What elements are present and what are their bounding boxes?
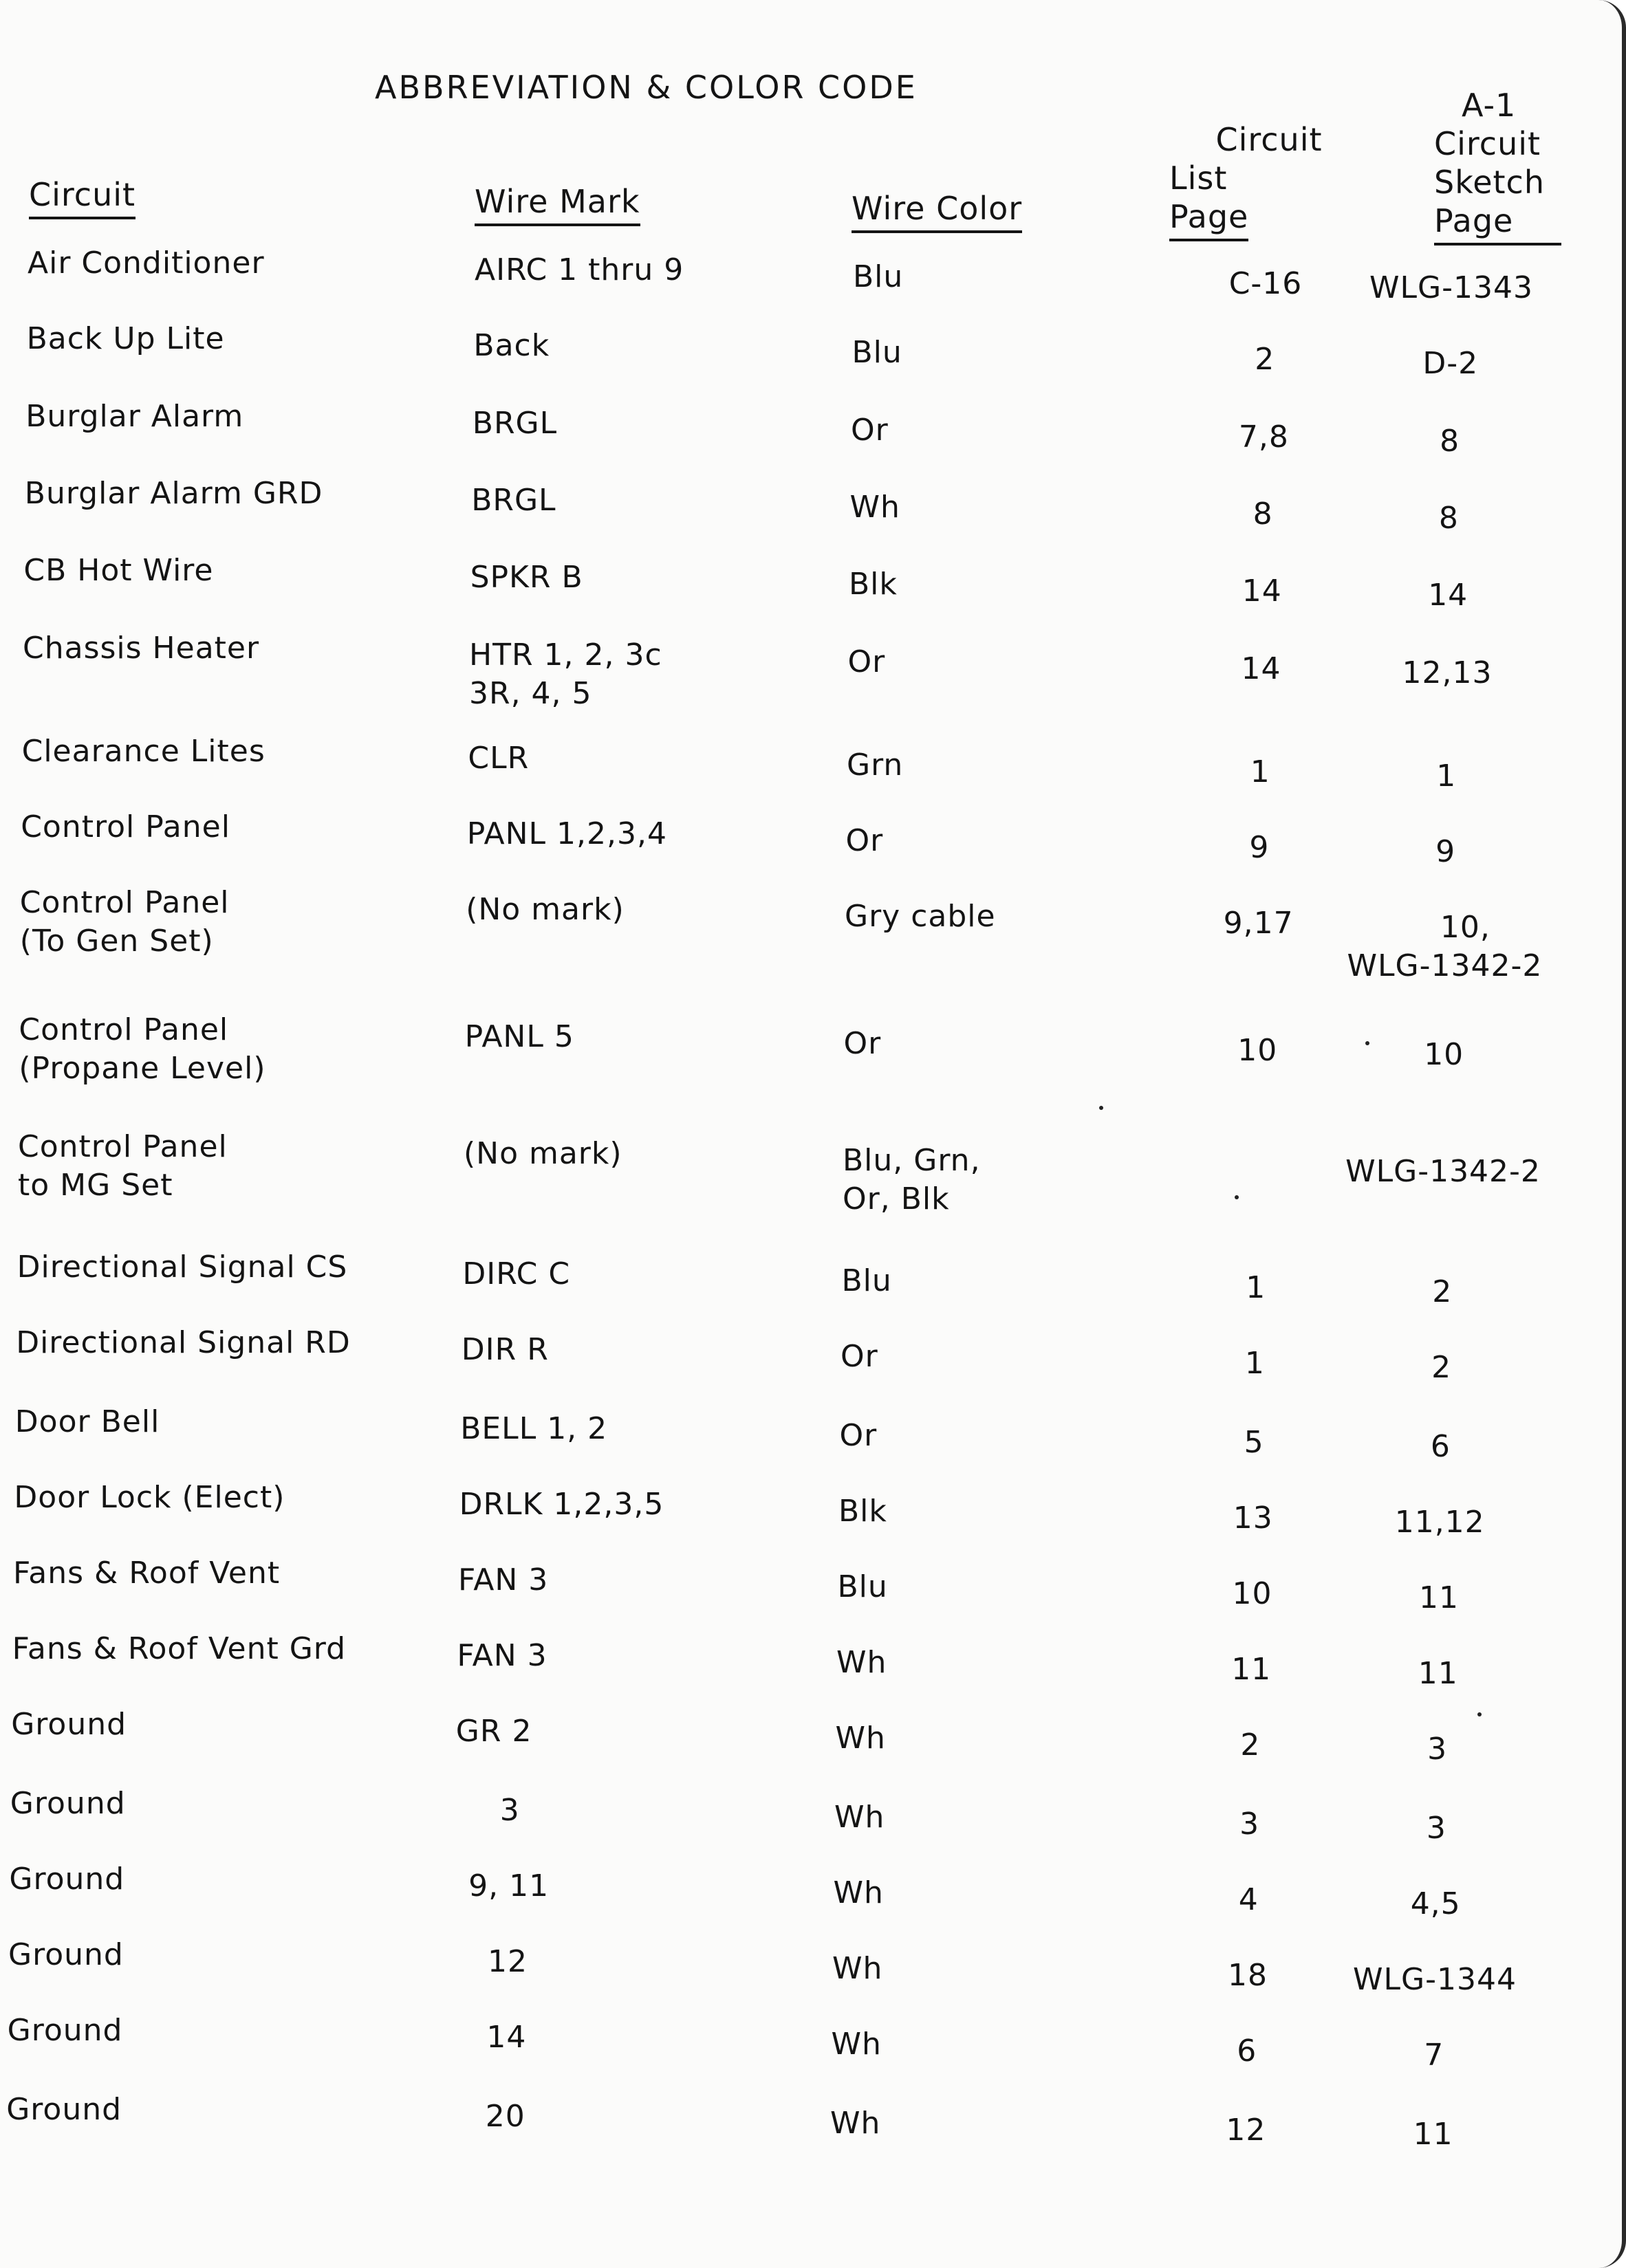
circuit-cell: Door Bell: [14, 1404, 160, 1439]
scan-speck: [1477, 1712, 1482, 1716]
circuit-list-page-cell: 8: [1253, 497, 1273, 532]
sketch-page-cell: 11,12: [1394, 1505, 1485, 1540]
circuit-cell: Directional Signal RD: [16, 1325, 351, 1360]
circuit-cell: Control Panel: [18, 1129, 228, 1164]
wire-mark-cell: AIRC 1 thru 9: [475, 252, 684, 287]
scan-speck: [1365, 1041, 1369, 1045]
sketch-page-cell: 10: [1424, 1037, 1464, 1072]
wire-mark-cell: BRGL: [472, 406, 558, 441]
header-sketch-page-line-4: Page: [1434, 201, 1561, 246]
header-circuit: Circuit: [29, 175, 136, 219]
wire-color-cell: Or: [845, 823, 884, 858]
wire-mark-cell: PANL 1,2,3,4: [466, 816, 667, 851]
wire-color-cell: Grn: [847, 748, 904, 783]
circuit-list-page-cell: 2: [1255, 342, 1275, 377]
wire-mark-cell: GR 2: [455, 1714, 532, 1749]
wire-mark-cell: DIR R: [461, 1332, 549, 1367]
circuit-list-page-cell: 6: [1237, 2033, 1257, 2069]
wire-color-cell: Wh: [836, 1645, 887, 1680]
wire-mark-cell: 12: [488, 1944, 528, 1979]
header-sketch-page-line-3: Sketch: [1434, 164, 1545, 201]
sketch-page-cell: 8: [1440, 424, 1460, 459]
circuit-cell: Fans & Roof Vent Grd: [12, 1631, 347, 1666]
header-wire-mark: Wire Mark: [475, 182, 640, 226]
circuit-cell: CB Hot Wire: [23, 553, 214, 588]
circuit-cell: Chassis Heater: [23, 631, 260, 666]
wire-color-cell: Or: [851, 413, 889, 448]
wire-mark-cell: PANL 5: [464, 1019, 574, 1054]
circuit-cell: Ground: [7, 2013, 123, 2048]
sketch-page-cell: WLG-1344: [1353, 1962, 1517, 1997]
circuit-cell: Burglar Alarm GRD: [24, 476, 323, 511]
circuit-cell: Back Up Lite: [26, 321, 225, 356]
wire-color-cell: Or, Blk: [843, 1181, 950, 1217]
sketch-page-cell: 14: [1428, 578, 1468, 613]
circuit-list-page-cell: 10: [1237, 1033, 1278, 1068]
wire-color-cell: Blu, Grn,: [843, 1143, 981, 1178]
circuit-cell: Ground: [10, 1786, 126, 1821]
sketch-page-cell: 3: [1426, 1811, 1446, 1846]
circuit-cell: Directional Signal CS: [17, 1250, 348, 1285]
wire-color-cell: Wh: [835, 1721, 886, 1756]
wire-color-cell: Blu: [841, 1263, 892, 1298]
sketch-page-cell: 3: [1427, 1732, 1448, 1767]
wire-mark-cell: BELL 1, 2: [460, 1411, 608, 1446]
header-sketch-page-line-1: A-1: [1462, 87, 1517, 124]
wire-mark-cell: DIRC C: [462, 1256, 571, 1291]
wire-mark-cell: 3R, 4, 5: [469, 676, 592, 711]
sketch-page-cell: D-2: [1422, 346, 1479, 381]
sketch-page-cell: 6: [1430, 1429, 1451, 1464]
wire-color-cell: Wh: [831, 2027, 882, 2062]
circuit-list-page-cell: 12: [1226, 2113, 1266, 2148]
circuit-cell: to MG Set: [18, 1168, 173, 1203]
wire-color-cell: Or: [841, 1339, 878, 1374]
circuit-list-page-cell: 1: [1244, 1346, 1265, 1381]
wire-mark-cell: 14: [486, 2020, 527, 2055]
circuit-cell: Control Panel: [19, 885, 230, 920]
wire-color-cell: Blu: [852, 335, 902, 370]
wire-mark-cell: 3: [499, 1793, 520, 1828]
sketch-page-cell: 9: [1435, 834, 1456, 869]
wire-color-cell: Or: [843, 1026, 882, 1061]
scan-speck: [1099, 1106, 1103, 1110]
wire-color-cell: Blu: [853, 259, 904, 294]
wire-color-cell: Wh: [833, 1875, 884, 1910]
sketch-page-cell: 2: [1431, 1350, 1452, 1385]
sketch-page-cell: 11: [1413, 2117, 1453, 2152]
document-title: ABBREVIATION & COLOR CODE: [375, 69, 918, 106]
wire-color-cell: Or: [847, 644, 886, 679]
wire-color-cell: Blu: [837, 1569, 888, 1604]
circuit-list-page-cell: 2: [1240, 1727, 1261, 1763]
wire-color-cell: Gry cable: [845, 899, 996, 934]
header-circuit-list-page-line-1: Circuit: [1215, 121, 1323, 158]
header-wire-color: Wire Color: [852, 189, 1022, 233]
circuit-cell: Door Lock (Elect): [14, 1480, 285, 1515]
sketch-page-cell: 7: [1424, 2038, 1444, 2073]
circuit-cell: Burglar Alarm: [25, 399, 244, 434]
wire-mark-cell: 9, 11: [468, 1868, 550, 1904]
circuit-list-page-cell: 14: [1242, 574, 1282, 609]
circuit-list-page-cell: 18: [1228, 1958, 1268, 1993]
sketch-page-cell: 10,: [1440, 910, 1490, 945]
header-sketch-page-line-2: Circuit: [1434, 125, 1541, 162]
wire-color-cell: Wh: [849, 490, 900, 525]
wire-color-cell: Wh: [830, 2106, 881, 2141]
sketch-page-cell: 11: [1418, 1656, 1458, 1691]
circuit-cell: Ground: [6, 2092, 122, 2127]
wire-color-cell: Blk: [838, 1494, 887, 1529]
sketch-page-cell: 11: [1419, 1580, 1459, 1615]
header-circuit-list-page: [1169, 120, 1369, 159]
circuit-list-page-cell: 11: [1231, 1652, 1272, 1687]
header-circuit-list-page-line-2: List: [1169, 160, 1228, 197]
wire-mark-cell: BRGL: [471, 483, 556, 518]
circuit-list-page-cell: 14: [1241, 651, 1281, 686]
circuit-cell: Ground: [9, 1862, 125, 1897]
circuit-cell: Ground: [11, 1707, 127, 1742]
circuit-list-page-cell: 3: [1239, 1807, 1260, 1842]
circuit-cell: Clearance Lites: [21, 734, 265, 769]
circuit-cell: Control Panel: [21, 809, 230, 844]
circuit-list-page-cell: 5: [1244, 1425, 1264, 1460]
circuit-list-page-cell: 13: [1233, 1501, 1273, 1536]
wire-mark-cell: DRLK 1,2,3,5: [459, 1487, 664, 1522]
circuit-list-page-cell: 10: [1232, 1576, 1272, 1611]
circuit-list-page-cell: 7,8: [1238, 419, 1289, 455]
sketch-page-cell: 12,13: [1402, 655, 1493, 690]
wire-mark-cell: (No mark): [466, 892, 625, 927]
wire-mark-cell: HTR 1, 2, 3c: [469, 637, 662, 673]
wire-color-cell: Wh: [834, 1800, 885, 1835]
sketch-page-cell: WLG-1342-2: [1345, 1154, 1541, 1189]
circuit-list-page-cell: 9: [1249, 830, 1270, 865]
header-circuit-list-page-line-3: Page: [1169, 197, 1248, 241]
circuit-cell: Ground: [8, 1937, 124, 1972]
circuit-list-page-cell: C-16: [1228, 266, 1303, 301]
sketch-page-cell: 2: [1432, 1274, 1453, 1309]
wire-mark-cell: (No mark): [464, 1136, 622, 1171]
wire-mark-cell: Back: [473, 328, 550, 363]
sketch-page-cell: 4,5: [1410, 1886, 1461, 1921]
sketch-page-cell: WLG-1342-2: [1347, 948, 1543, 983]
wire-mark-cell: FAN 3: [458, 1562, 549, 1598]
sketch-page-cell: WLG-1343: [1369, 270, 1533, 305]
wire-mark-cell: 20: [485, 2099, 525, 2134]
circuit-cell: Control Panel: [19, 1012, 229, 1047]
circuit-cell: Fans & Roof Vent: [13, 1556, 281, 1591]
circuit-cell: Air Conditioner: [28, 246, 265, 281]
sketch-page-cell: 1: [1436, 759, 1457, 794]
wire-color-cell: Wh: [832, 1951, 883, 1986]
wire-mark-cell: SPKR B: [470, 560, 583, 595]
circuit-list-page-cell: 9,17: [1223, 906, 1294, 941]
wire-mark-cell: FAN 3: [457, 1638, 548, 1673]
scan-speck: [1235, 1195, 1239, 1199]
circuit-list-page-cell: 1: [1250, 754, 1270, 789]
circuit-cell: (Propane Level): [19, 1051, 266, 1086]
wire-mark-cell: CLR: [468, 741, 530, 776]
wire-color-cell: Blk: [849, 567, 898, 602]
circuit-cell: (To Gen Set): [19, 924, 214, 959]
wire-color-cell: Or: [839, 1418, 878, 1453]
circuit-list-page-cell: 4: [1238, 1882, 1259, 1917]
circuit-list-page-cell: 1: [1246, 1270, 1266, 1305]
sketch-page-cell: 8: [1438, 501, 1459, 536]
